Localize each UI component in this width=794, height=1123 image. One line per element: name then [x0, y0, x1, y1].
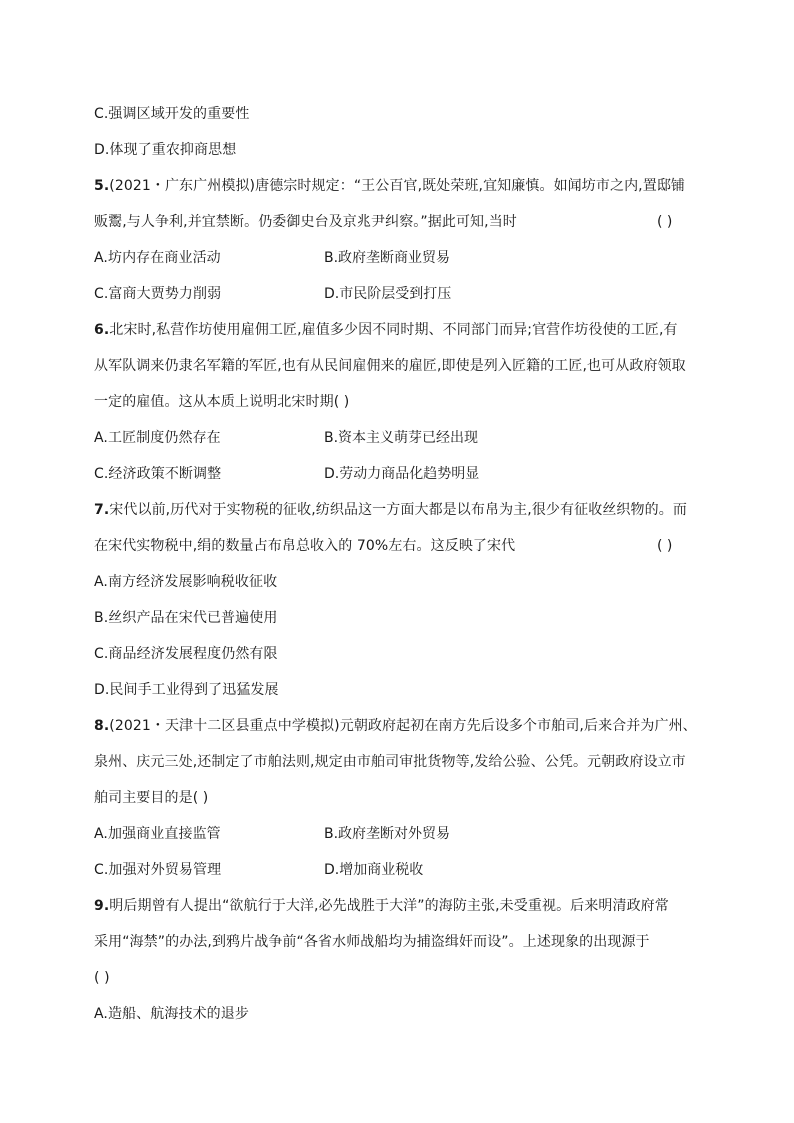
q5-stem-line2: 贩鬻,与人争利,并宜禁断。仍委御史台及京兆尹纠察。”据此可知,当时	[94, 214, 517, 230]
q7-option-d: D.民间手工业得到了迅猛发展	[94, 682, 279, 698]
q5-option-b: B.政府垄断商业贸易	[324, 250, 451, 266]
q6-stem-line1	[94, 321, 678, 339]
q5-text-line1: (2021・广东广州模拟)唐德宗时规定：“王公百官,既处荣班,宜知廉慎。如闻坊市之内,置邸铺	[109, 178, 686, 194]
q8-stem-line2: 泉州、庆元三处,还制定了市舶法则,规定由市舶司审批货物等,发给公验、公凭。元朝政府设立市	[94, 754, 686, 770]
q4-option-d: D.体现了重农抑商思想	[94, 142, 237, 158]
q9-stem-line3: ( )	[94, 970, 110, 986]
q6-number: 6.	[94, 322, 110, 338]
q7-option-b: B.丝织产品在宋代已普遍使用	[94, 610, 278, 626]
q9-stem-line1	[94, 897, 669, 915]
q9-option-a: A.造船、航海技术的退步	[94, 1006, 249, 1022]
q6-option-c: C.经济政策不断调整	[94, 466, 222, 482]
q7-stem-line2: 在宋代实物税中,绢的数量占布帛总收入的 70%左右。这反映了宋代	[94, 538, 516, 554]
q5-stem-line1	[94, 177, 685, 195]
q7-text-line1: 宋代以前,历代对于实物税的征收,纺织品这一方面大都是以布帛为主,很少有征收丝织物的。而	[109, 502, 687, 518]
q8-stem-line3: 舶司主要目的是( )	[94, 790, 209, 806]
q8-option-a: A.加强商业直接监管	[94, 826, 221, 842]
q9-stem-line2: 采用“海禁”的办法,到鸦片战争前“各省水师战船均为捕盗缉奸而设”。上述现象的出现源于	[94, 934, 650, 950]
q7-stem-line1	[94, 501, 687, 519]
q8-stem-line1	[94, 717, 697, 735]
q8-option-c: C.加强对外贸易管理	[94, 862, 222, 878]
q7-number: 7.	[94, 502, 110, 518]
q6-option-a: A.工匠制度仍然存在	[94, 430, 221, 446]
q8-option-d: D.增加商业税收	[324, 862, 424, 878]
q9-number: 9.	[94, 898, 110, 914]
q5-option-d: D.市民阶层受到打压	[324, 286, 452, 302]
q5-option-a: A.坊内存在商业活动	[94, 250, 221, 266]
q4-option-c: C.强调区域开发的重要性	[94, 106, 250, 122]
q9-text-line1: 明后期曾有人提出“欲航行于大洋,必先战胜于大洋”的海防主张,未受重视。后来明清政府常	[109, 898, 669, 914]
q7-answer-parentheses: ( )	[657, 538, 673, 554]
q5-answer-parentheses: ( )	[657, 214, 673, 230]
q8-option-b: B.政府垄断对外贸易	[324, 826, 451, 842]
q7-option-a: A.南方经济发展影响税收征收	[94, 574, 278, 590]
q6-option-b: B.资本主义萌芽已经出现	[324, 430, 479, 446]
q5-number: 5.	[94, 178, 110, 194]
q7-option-c: C.商品经济发展程度仍然有限	[94, 646, 278, 662]
q8-number: 8.	[94, 718, 110, 734]
q8-text-line1: (2021・天津十二区县重点中学模拟)元朝政府起初在南方先后设多个市舶司,后来合并为广州、	[109, 718, 697, 734]
q6-stem-line3: 一定的雇值。这从本质上说明北宋时期( )	[94, 394, 350, 410]
q5-option-c: C.富商大贾势力削弱	[94, 286, 222, 302]
q6-option-d: D.劳动力商品化趋势明显	[324, 466, 480, 482]
q6-text-line1: 北宋时,私营作坊使用雇佣工匠,雇值多少因不同时期、不同部门而异;官营作坊役使的工匠,有	[109, 322, 678, 338]
q6-stem-line2: 从军队调来仍隶名军籍的军匠,也有从民间雇佣来的雇匠,即使是列入匠籍的工匠,也可从政府领取	[94, 358, 686, 374]
